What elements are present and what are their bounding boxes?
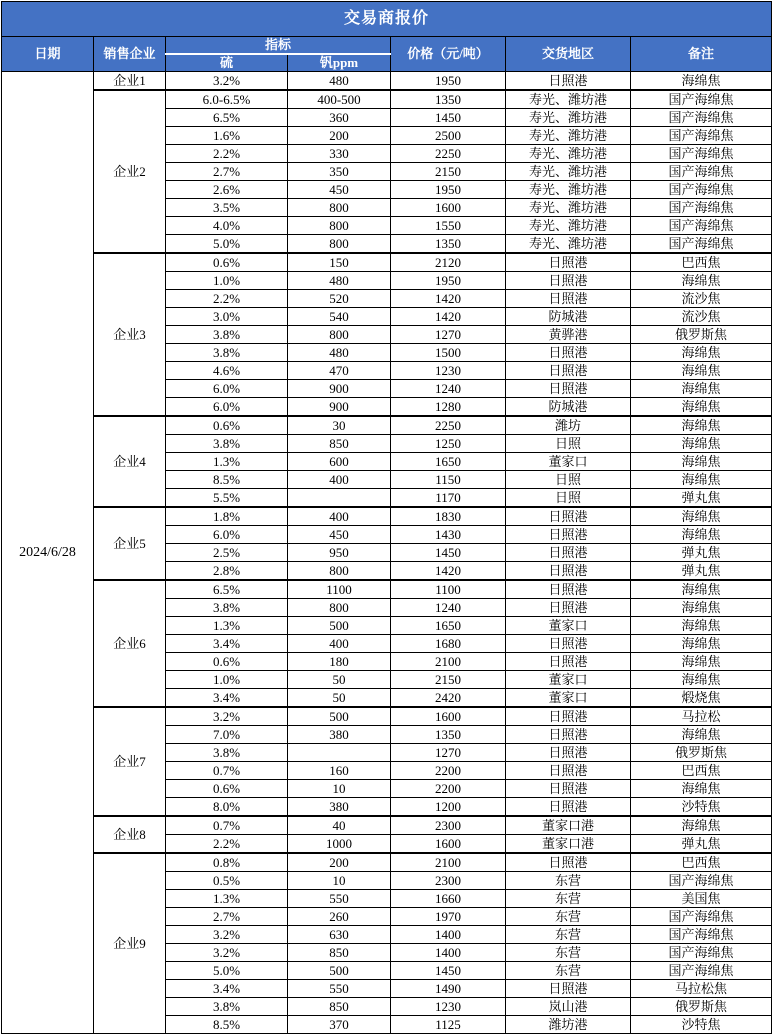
cell-price: 2250 <box>391 416 506 435</box>
cell-delivery: 日照港 <box>506 635 631 653</box>
cell-delivery: 日照港 <box>506 562 631 581</box>
cell-price: 1280 <box>391 398 506 417</box>
cell-delivery: 日照港 <box>506 653 631 671</box>
cell-remark: 海绵焦 <box>631 816 772 835</box>
cell-price: 1600 <box>391 835 506 854</box>
cell-price: 1230 <box>391 362 506 380</box>
cell-remark: 巴西焦 <box>631 853 772 872</box>
cell-sulfur: 1.0% <box>166 671 288 689</box>
cell-vanadium: 500 <box>288 707 391 726</box>
cell-remark: 国产海绵焦 <box>631 908 772 926</box>
cell-price: 1270 <box>391 744 506 762</box>
cell-vanadium: 480 <box>288 344 391 362</box>
cell-price: 2200 <box>391 762 506 780</box>
cell-sulfur: 3.5% <box>166 199 288 217</box>
quotation-table <box>1 1 772 1034</box>
cell-sulfur: 0.6% <box>166 780 288 798</box>
cell-vanadium: 400 <box>288 635 391 653</box>
cell-price: 1950 <box>391 272 506 290</box>
cell-vanadium: 480 <box>288 272 391 290</box>
cell-remark: 弹丸焦 <box>631 489 772 508</box>
cell-price: 2100 <box>391 653 506 671</box>
cell-vanadium: 400 <box>288 507 391 526</box>
cell-vanadium: 470 <box>288 362 391 380</box>
cell-remark: 沙特焦 <box>631 1016 772 1034</box>
cell-remark: 弹丸焦 <box>631 835 772 854</box>
cell-sulfur: 0.7% <box>166 816 288 835</box>
cell-price: 2500 <box>391 127 506 145</box>
cell-price: 2120 <box>391 253 506 272</box>
cell-delivery: 东营 <box>506 908 631 926</box>
cell-sulfur: 2.7% <box>166 163 288 181</box>
cell-remark: 海绵焦 <box>631 726 772 744</box>
cell-vanadium: 850 <box>288 944 391 962</box>
cell-delivery: 日照港 <box>506 798 631 817</box>
cell-remark: 马拉松焦 <box>631 980 772 998</box>
cell-vanadium: 200 <box>288 127 391 145</box>
cell-sulfur: 8.5% <box>166 471 288 489</box>
cell-delivery: 寿光、潍坊港 <box>506 145 631 163</box>
cell-vanadium: 400-500 <box>288 90 391 109</box>
cell-delivery: 日照港 <box>506 380 631 398</box>
cell-vanadium: 370 <box>288 1016 391 1034</box>
table-row <box>2 853 772 872</box>
cell-sulfur: 3.0% <box>166 308 288 326</box>
cell-sulfur: 2.7% <box>166 908 288 926</box>
cell-vanadium: 900 <box>288 380 391 398</box>
cell-sulfur: 3.2% <box>166 944 288 962</box>
cell-remark: 海绵焦 <box>631 362 772 380</box>
cell-delivery: 寿光、潍坊港 <box>506 217 631 235</box>
cell-sulfur: 6.0-6.5% <box>166 90 288 109</box>
cell-remark: 流沙焦 <box>631 290 772 308</box>
cell-vanadium: 350 <box>288 163 391 181</box>
cell-sulfur: 3.2% <box>166 707 288 726</box>
cell-sulfur: 6.0% <box>166 398 288 417</box>
cell-price: 1970 <box>391 908 506 926</box>
cell-delivery: 日照港 <box>506 580 631 599</box>
cell-price: 1350 <box>391 235 506 254</box>
cell-delivery: 日照港 <box>506 253 631 272</box>
cell-delivery: 董家口港 <box>506 816 631 835</box>
table-row <box>2 707 772 726</box>
cell-remark: 沙特焦 <box>631 798 772 817</box>
table-row <box>2 507 772 526</box>
cell-vanadium <box>288 744 391 762</box>
cell-remark: 国产海绵焦 <box>631 944 772 962</box>
cell-delivery: 寿光、潍坊港 <box>506 163 631 181</box>
cell-delivery: 董家口 <box>506 617 631 635</box>
cell-remark: 海绵焦 <box>631 380 772 398</box>
col-header-remark: 备注 <box>631 37 772 72</box>
cell-sulfur: 3.8% <box>166 599 288 617</box>
cell-sulfur: 0.7% <box>166 762 288 780</box>
table-row <box>2 90 772 109</box>
cell-remark: 海绵焦 <box>631 453 772 471</box>
cell-delivery: 潍坊港 <box>506 1016 631 1034</box>
cell-vanadium: 850 <box>288 435 391 453</box>
cell-delivery: 潍坊 <box>506 416 631 435</box>
cell-vanadium: 950 <box>288 544 391 562</box>
cell-price: 1420 <box>391 562 506 581</box>
cell-sulfur: 6.5% <box>166 580 288 599</box>
cell-remark: 流沙焦 <box>631 308 772 326</box>
cell-vanadium: 800 <box>288 235 391 254</box>
cell-vanadium: 200 <box>288 853 391 872</box>
cell-vanadium: 800 <box>288 599 391 617</box>
cell-price: 2300 <box>391 872 506 890</box>
col-header-vanadium: 钒ppm <box>288 54 391 72</box>
cell-sulfur: 3.8% <box>166 435 288 453</box>
cell-vanadium: 360 <box>288 109 391 127</box>
cell-price: 1400 <box>391 944 506 962</box>
col-header-price: 价格（元/吨） <box>391 37 506 72</box>
cell-delivery: 董家口 <box>506 671 631 689</box>
cell-sulfur: 5.0% <box>166 235 288 254</box>
cell-delivery: 日照 <box>506 489 631 508</box>
cell-sulfur: 3.2% <box>166 926 288 944</box>
cell-vanadium: 50 <box>288 689 391 708</box>
cell-price: 1450 <box>391 109 506 127</box>
cell-price: 1125 <box>391 1016 506 1034</box>
cell-vanadium: 850 <box>288 998 391 1016</box>
cell-delivery: 日照港 <box>506 526 631 544</box>
cell-price: 1350 <box>391 726 506 744</box>
cell-delivery: 岚山港 <box>506 998 631 1016</box>
cell-remark: 国产海绵焦 <box>631 235 772 254</box>
cell-vanadium: 500 <box>288 617 391 635</box>
cell-remark: 海绵焦 <box>631 780 772 798</box>
cell-vanadium: 30 <box>288 416 391 435</box>
cell-delivery: 寿光、潍坊港 <box>506 181 631 199</box>
cell-vanadium: 1100 <box>288 580 391 599</box>
cell-price: 2150 <box>391 163 506 181</box>
cell-delivery: 东营 <box>506 962 631 980</box>
cell-sulfur: 2.6% <box>166 181 288 199</box>
cell-price: 2250 <box>391 145 506 163</box>
cell-remark: 海绵焦 <box>631 344 772 362</box>
cell-sulfur: 8.0% <box>166 798 288 817</box>
cell-remark: 国产海绵焦 <box>631 109 772 127</box>
cell-remark: 海绵焦 <box>631 398 772 417</box>
cell-vanadium: 520 <box>288 290 391 308</box>
cell-vanadium: 10 <box>288 872 391 890</box>
cell-vanadium: 800 <box>288 562 391 581</box>
cell-delivery: 日照港 <box>506 272 631 290</box>
cell-vanadium <box>288 489 391 508</box>
cell-vanadium: 900 <box>288 398 391 417</box>
cell-vanadium: 40 <box>288 816 391 835</box>
cell-price: 1490 <box>391 980 506 998</box>
cell-price: 2300 <box>391 816 506 835</box>
cell-price: 1450 <box>391 544 506 562</box>
cell-sulfur: 2.2% <box>166 290 288 308</box>
cell-price: 1450 <box>391 962 506 980</box>
cell-delivery: 东营 <box>506 890 631 908</box>
cell-delivery: 日照港 <box>506 507 631 526</box>
seller-cell-4: 企业4 <box>94 416 166 507</box>
cell-delivery: 日照港 <box>506 762 631 780</box>
cell-vanadium: 450 <box>288 181 391 199</box>
cell-delivery: 防城港 <box>506 308 631 326</box>
cell-delivery: 董家口 <box>506 689 631 708</box>
cell-remark: 国产海绵焦 <box>631 90 772 109</box>
cell-vanadium: 540 <box>288 308 391 326</box>
cell-delivery: 日照 <box>506 471 631 489</box>
cell-delivery: 寿光、潍坊港 <box>506 199 631 217</box>
cell-sulfur: 1.8% <box>166 507 288 526</box>
cell-remark: 海绵焦 <box>631 617 772 635</box>
cell-price: 1950 <box>391 72 506 91</box>
cell-vanadium: 550 <box>288 890 391 908</box>
cell-remark: 海绵焦 <box>631 671 772 689</box>
cell-price: 1150 <box>391 471 506 489</box>
cell-price: 1200 <box>391 798 506 817</box>
cell-remark: 海绵焦 <box>631 471 772 489</box>
cell-delivery: 黄骅港 <box>506 326 631 344</box>
cell-sulfur: 3.8% <box>166 344 288 362</box>
cell-sulfur: 6.5% <box>166 109 288 127</box>
col-header-seller: 销售企业 <box>94 37 166 72</box>
cell-price: 2200 <box>391 780 506 798</box>
cell-sulfur: 0.5% <box>166 872 288 890</box>
cell-delivery: 日照港 <box>506 72 631 91</box>
seller-cell-5: 企业5 <box>94 507 166 580</box>
cell-price: 1270 <box>391 326 506 344</box>
cell-sulfur: 2.2% <box>166 145 288 163</box>
cell-price: 1830 <box>391 507 506 526</box>
cell-price: 1100 <box>391 580 506 599</box>
cell-sulfur: 4.0% <box>166 217 288 235</box>
cell-remark: 巴西焦 <box>631 253 772 272</box>
cell-price: 1950 <box>391 181 506 199</box>
cell-sulfur: 3.4% <box>166 689 288 708</box>
cell-sulfur: 1.0% <box>166 272 288 290</box>
cell-remark: 国产海绵焦 <box>631 181 772 199</box>
cell-price: 1420 <box>391 290 506 308</box>
cell-vanadium: 800 <box>288 199 391 217</box>
cell-delivery: 寿光、潍坊港 <box>506 90 631 109</box>
cell-remark: 海绵焦 <box>631 599 772 617</box>
cell-sulfur: 2.2% <box>166 835 288 854</box>
cell-price: 1600 <box>391 707 506 726</box>
cell-vanadium: 150 <box>288 253 391 272</box>
cell-price: 1550 <box>391 217 506 235</box>
cell-vanadium: 800 <box>288 217 391 235</box>
col-header-indicator: 指标 <box>166 37 391 55</box>
cell-price: 1170 <box>391 489 506 508</box>
cell-sulfur: 3.4% <box>166 980 288 998</box>
cell-sulfur: 0.8% <box>166 853 288 872</box>
cell-price: 2150 <box>391 671 506 689</box>
cell-vanadium: 380 <box>288 798 391 817</box>
cell-remark: 海绵焦 <box>631 72 772 91</box>
cell-remark: 海绵焦 <box>631 435 772 453</box>
date-value: 2024/6/28 <box>2 72 94 1034</box>
cell-remark: 海绵焦 <box>631 653 772 671</box>
cell-vanadium: 630 <box>288 926 391 944</box>
cell-vanadium: 550 <box>288 980 391 998</box>
cell-sulfur: 0.6% <box>166 416 288 435</box>
cell-sulfur: 1.6% <box>166 127 288 145</box>
cell-vanadium: 500 <box>288 962 391 980</box>
cell-remark: 国产海绵焦 <box>631 127 772 145</box>
cell-sulfur: 5.5% <box>166 489 288 508</box>
seller-cell-2: 企业2 <box>94 90 166 253</box>
cell-vanadium: 480 <box>288 72 391 91</box>
col-header-sulfur: 硫 <box>166 54 288 72</box>
cell-remark: 马拉松 <box>631 707 772 726</box>
table-row <box>2 253 772 272</box>
cell-delivery: 日照港 <box>506 853 631 872</box>
cell-price: 1660 <box>391 890 506 908</box>
cell-price: 1650 <box>391 617 506 635</box>
cell-remark: 弹丸焦 <box>631 562 772 581</box>
cell-delivery: 日照港 <box>506 544 631 562</box>
cell-delivery: 日照港 <box>506 362 631 380</box>
cell-sulfur: 1.3% <box>166 453 288 471</box>
cell-sulfur: 3.4% <box>166 635 288 653</box>
cell-delivery: 东营 <box>506 926 631 944</box>
seller-cell-9: 企业9 <box>94 853 166 1034</box>
cell-sulfur: 6.0% <box>166 380 288 398</box>
cell-vanadium: 50 <box>288 671 391 689</box>
cell-delivery: 日照港 <box>506 599 631 617</box>
cell-sulfur: 3.8% <box>166 998 288 1016</box>
cell-remark: 海绵焦 <box>631 507 772 526</box>
cell-delivery: 东营 <box>506 944 631 962</box>
cell-remark: 国产海绵焦 <box>631 217 772 235</box>
cell-delivery: 日照 <box>506 435 631 453</box>
cell-price: 1230 <box>391 998 506 1016</box>
cell-delivery: 日照港 <box>506 744 631 762</box>
cell-remark: 俄罗斯焦 <box>631 326 772 344</box>
cell-vanadium: 600 <box>288 453 391 471</box>
cell-delivery: 寿光、潍坊港 <box>506 235 631 254</box>
cell-vanadium: 180 <box>288 653 391 671</box>
seller-cell-3: 企业3 <box>94 253 166 416</box>
cell-sulfur: 2.8% <box>166 562 288 581</box>
cell-price: 1430 <box>391 526 506 544</box>
cell-vanadium: 260 <box>288 908 391 926</box>
table-row <box>2 580 772 599</box>
col-header-delivery: 交货地区 <box>506 37 631 72</box>
cell-remark: 国产海绵焦 <box>631 145 772 163</box>
cell-remark: 海绵焦 <box>631 416 772 435</box>
cell-remark: 俄罗斯焦 <box>631 998 772 1016</box>
cell-sulfur: 4.6% <box>166 362 288 380</box>
cell-sulfur: 3.8% <box>166 326 288 344</box>
cell-remark: 国产海绵焦 <box>631 199 772 217</box>
cell-delivery: 日照港 <box>506 707 631 726</box>
cell-remark: 弹丸焦 <box>631 544 772 562</box>
cell-price: 1600 <box>391 199 506 217</box>
cell-delivery: 防城港 <box>506 398 631 417</box>
cell-price: 1350 <box>391 90 506 109</box>
cell-remark: 俄罗斯焦 <box>631 744 772 762</box>
cell-delivery: 寿光、潍坊港 <box>506 127 631 145</box>
cell-price: 1500 <box>391 344 506 362</box>
cell-price: 1240 <box>391 380 506 398</box>
cell-sulfur: 2.5% <box>166 544 288 562</box>
cell-sulfur: 7.0% <box>166 726 288 744</box>
table-title: 交易商报价 <box>2 2 772 37</box>
cell-sulfur: 6.0% <box>166 526 288 544</box>
cell-vanadium: 450 <box>288 526 391 544</box>
cell-price: 1400 <box>391 926 506 944</box>
seller-cell-7: 企业7 <box>94 707 166 816</box>
cell-remark: 国产海绵焦 <box>631 872 772 890</box>
cell-remark: 国产海绵焦 <box>631 962 772 980</box>
cell-delivery: 日照港 <box>506 290 631 308</box>
cell-delivery: 董家口 <box>506 453 631 471</box>
cell-remark: 煅烧焦 <box>631 689 772 708</box>
cell-price: 1250 <box>391 435 506 453</box>
cell-sulfur: 5.0% <box>166 962 288 980</box>
col-header-date: 日期 <box>2 37 94 72</box>
cell-delivery: 寿光、潍坊港 <box>506 109 631 127</box>
cell-vanadium: 800 <box>288 326 391 344</box>
cell-remark: 巴西焦 <box>631 762 772 780</box>
cell-price: 1680 <box>391 635 506 653</box>
cell-price: 2420 <box>391 689 506 708</box>
cell-remark: 海绵焦 <box>631 635 772 653</box>
cell-remark: 美国焦 <box>631 890 772 908</box>
cell-sulfur: 0.6% <box>166 253 288 272</box>
cell-delivery: 东营 <box>506 872 631 890</box>
table-row <box>2 72 772 91</box>
table-row <box>2 416 772 435</box>
cell-delivery: 董家口港 <box>506 835 631 854</box>
cell-price: 1650 <box>391 453 506 471</box>
cell-vanadium: 400 <box>288 471 391 489</box>
cell-vanadium: 160 <box>288 762 391 780</box>
cell-delivery: 日照港 <box>506 344 631 362</box>
cell-remark: 海绵焦 <box>631 272 772 290</box>
seller-cell-6: 企业6 <box>94 580 166 707</box>
cell-remark: 国产海绵焦 <box>631 163 772 181</box>
table-row <box>2 816 772 835</box>
cell-remark: 海绵焦 <box>631 580 772 599</box>
cell-price: 1420 <box>391 308 506 326</box>
cell-vanadium: 380 <box>288 726 391 744</box>
cell-vanadium: 330 <box>288 145 391 163</box>
cell-sulfur: 0.6% <box>166 653 288 671</box>
cell-sulfur: 1.3% <box>166 890 288 908</box>
cell-delivery: 日照港 <box>506 780 631 798</box>
cell-delivery: 日照港 <box>506 726 631 744</box>
cell-sulfur: 1.3% <box>166 617 288 635</box>
cell-sulfur: 3.8% <box>166 744 288 762</box>
cell-vanadium: 1000 <box>288 835 391 854</box>
cell-sulfur: 8.5% <box>166 1016 288 1034</box>
cell-delivery: 日照港 <box>506 980 631 998</box>
seller-cell-8: 企业8 <box>94 816 166 853</box>
cell-vanadium: 10 <box>288 780 391 798</box>
cell-remark: 国产海绵焦 <box>631 926 772 944</box>
cell-sulfur: 3.2% <box>166 72 288 91</box>
cell-remark: 海绵焦 <box>631 526 772 544</box>
cell-price: 1240 <box>391 599 506 617</box>
cell-price: 2100 <box>391 853 506 872</box>
seller-cell-1: 企业1 <box>94 72 166 91</box>
